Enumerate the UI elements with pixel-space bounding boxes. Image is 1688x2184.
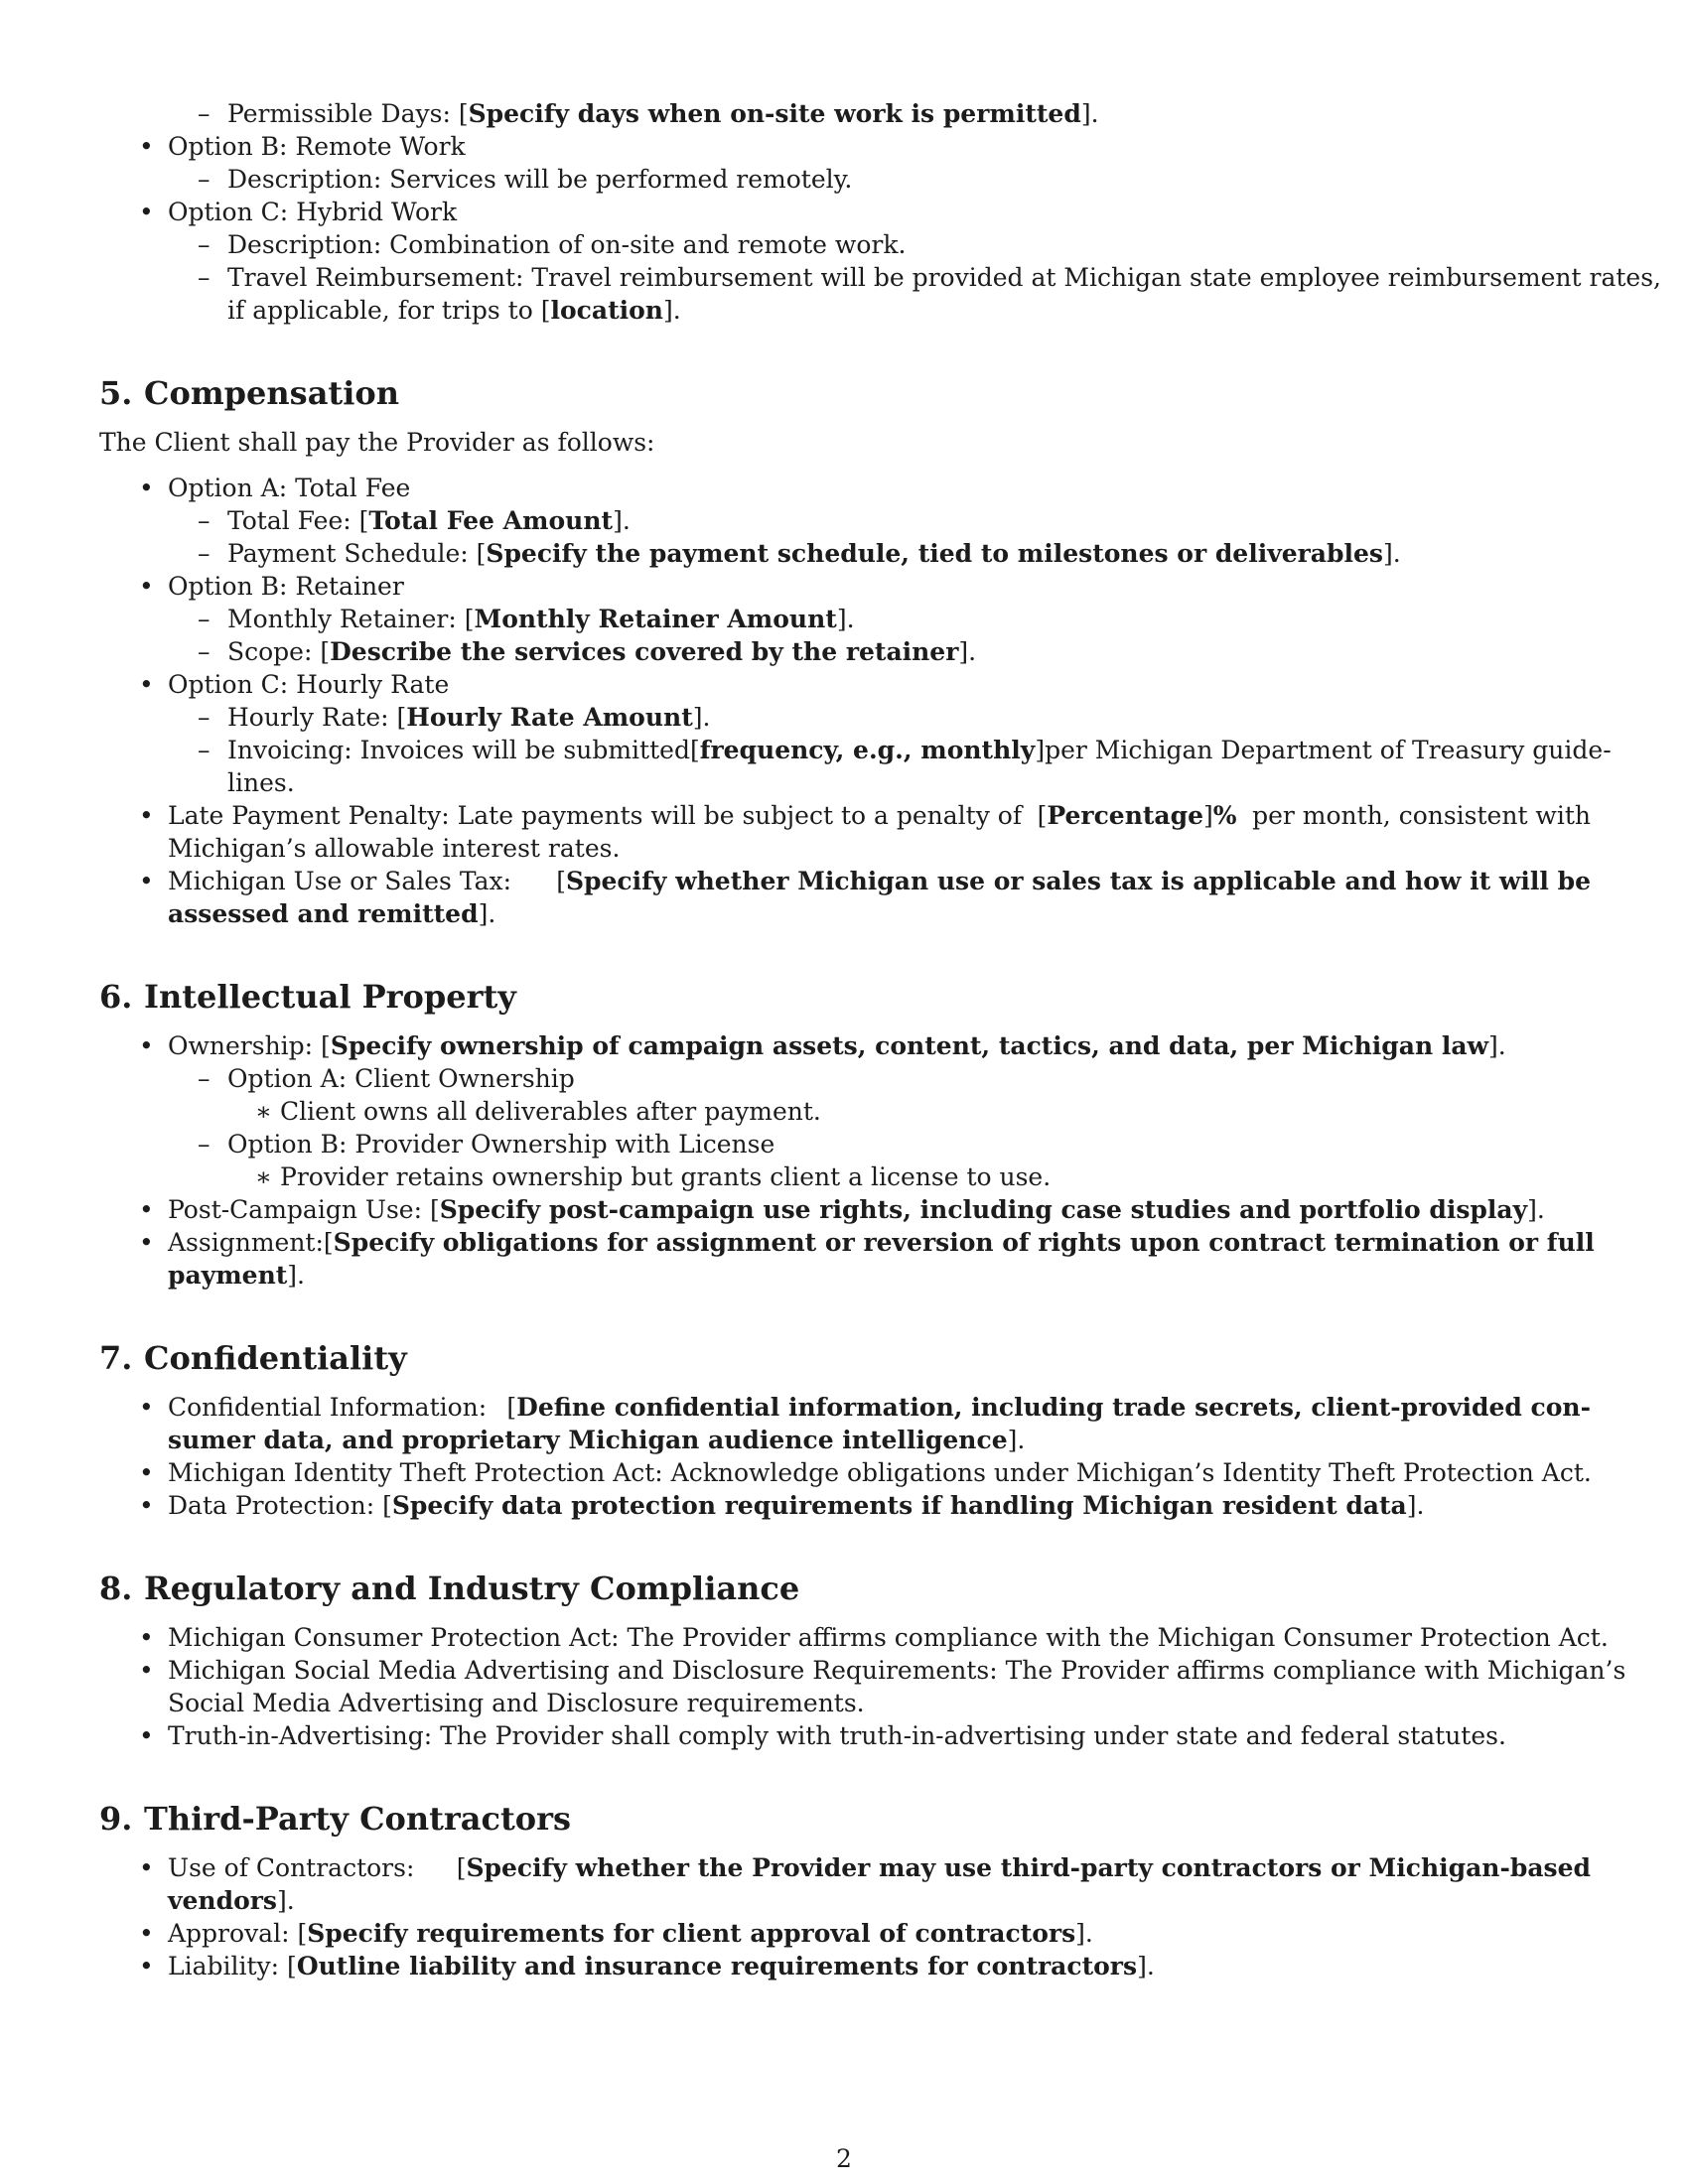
bullet-icon: • [139, 1393, 154, 1422]
list-item: • Assignment: [Specify obligations for assignment or reversion of rights upon contract termination or full [139, 1228, 1595, 1257]
bullet-icon: • [139, 198, 154, 226]
list-item: – Description: Services will be performed remotely. [198, 165, 853, 194]
bullet-icon: • [139, 867, 154, 895]
list-item: • Option C: Hybrid Work [139, 198, 458, 226]
bullet-icon: • [139, 1228, 154, 1257]
section-heading-intellectual-property: 6. Intellectual Property [99, 978, 516, 1016]
dash-bullet: – [198, 703, 211, 732]
bullet-icon: • [139, 1721, 154, 1750]
dash-bullet: – [198, 605, 211, 633]
dash-bullet: – [198, 736, 211, 764]
list-item: • Ownership: [Specify ownership of campaign assets, content, tactics, and data, per Michigan law]. [139, 1031, 1506, 1060]
list-item: • Michigan Social Media Advertising and Disclosure Requirements: The Provider affirms compliance with Michigan’s [139, 1656, 1626, 1685]
list-item: – Travel Reimbursement: Travel reimbursement will be provided at Michigan state employee reimbursement rates, [198, 263, 1661, 292]
list-item: • Data Protection: [Specify data protection requirements if handling Michigan resident data]. [139, 1491, 1425, 1520]
list-item: – Scope: [Describe the services covered by the retainer]. [198, 637, 977, 666]
bullet-icon: • [139, 670, 154, 699]
list-item: • Liability: [Outline liability and insurance requirements for contractors]. [139, 1952, 1155, 1980]
bullet-icon: • [139, 1952, 154, 1980]
list-item: • Approval: [Specify requirements for client approval of contractors]. [139, 1919, 1093, 1948]
dash-bullet: – [198, 99, 211, 128]
bullet-icon: • [139, 1458, 154, 1487]
dash-bullet: – [198, 506, 211, 535]
bullet-icon: • [139, 572, 154, 601]
list-item: – Payment Schedule: [Specify the payment schedule, tied to milestones or deliverables]. [198, 539, 1401, 568]
list-item: • Michigan Identity Theft Protection Act: Acknowledge obligations under Michigan’s Identity Theft Protection Act. [139, 1458, 1592, 1487]
list-item-continuation: sumer data, and proprietary Michigan audience intelligence]. [168, 1426, 1026, 1454]
list-item: • Post-Campaign Use: [Specify post-campaign use rights, including case studies and portfolio display]. [139, 1195, 1545, 1224]
section-heading-regulatory-compliance: 8. Regulatory and Industry Compliance [99, 1570, 800, 1607]
bullet-icon: • [139, 132, 154, 161]
section-intro: The Client shall pay the Provider as follows: [99, 428, 655, 457]
bullet-icon: • [139, 1623, 154, 1652]
list-item: – Invoicing: Invoices will be submitted [frequency, e.g., monthly] per Michigan Department of Treasury guide- [198, 736, 1612, 764]
list-item-continuation: Michigan’s allowable interest rates. [168, 834, 621, 863]
bullet-icon: • [139, 1919, 154, 1948]
list-item-continuation: lines. [227, 768, 295, 797]
list-item: • Option C: Hourly Rate [139, 670, 450, 699]
list-item: – Total Fee: [Total Fee Amount]. [198, 506, 631, 535]
list-item: • Michigan Consumer Protection Act: The Provider affirms compliance with the Michigan Consumer Protection Act. [139, 1623, 1609, 1652]
list-item: – Option A: Client Ownership [198, 1064, 575, 1093]
asterisk-bullet: ∗ [255, 1162, 272, 1191]
bullet-icon: • [139, 1853, 154, 1882]
asterisk-bullet: ∗ [255, 1097, 272, 1126]
list-item: • Option A: Total Fee [139, 474, 411, 502]
list-item-continuation: payment]. [168, 1261, 305, 1290]
bullet-icon: • [139, 1491, 154, 1520]
list-item: • Confidential Information: [Define confidential information, including trade secrets, client-provided con- [139, 1393, 1591, 1422]
dash-bullet: – [198, 1064, 211, 1093]
bullet-icon: • [139, 1195, 154, 1224]
list-item: • Option B: Retainer [139, 572, 404, 601]
bullet-icon: • [139, 1656, 154, 1685]
list-item: ∗ Provider retains ownership but grants client a license to use. [255, 1162, 1052, 1191]
list-item: – Permissible Days: [Specify days when on-site work is permitted]. [198, 99, 1099, 128]
list-item: – Hourly Rate: [Hourly Rate Amount]. [198, 703, 711, 732]
list-item: ∗ Client owns all deliverables after payment. [255, 1097, 821, 1126]
dash-bullet: – [198, 637, 211, 666]
bullet-icon: • [139, 1031, 154, 1060]
bullet-icon: • [139, 474, 154, 502]
list-item-continuation: vendors]. [168, 1886, 295, 1915]
list-item-continuation: assessed and remitted]. [168, 899, 496, 928]
dash-bullet: – [198, 539, 211, 568]
section-heading-confidentiality: 7. Confidentiality [99, 1339, 407, 1377]
list-item: • Michigan Use or Sales Tax: [Specify whether Michigan use or sales tax is applicable and how it will be [139, 867, 1591, 895]
list-item: – Monthly Retainer: [Monthly Retainer Amount]. [198, 605, 855, 633]
dash-bullet: – [198, 263, 211, 292]
list-item: • Late Payment Penalty: Late payments will be subject to a penalty of [Percentage]% per month, consistent with [139, 801, 1591, 830]
list-item: • Use of Contractors: [Specify whether the Provider may use third-party contractors or Michigan-based [139, 1853, 1591, 1882]
list-item-continuation: Social Media Advertising and Disclosure requirements. [168, 1689, 865, 1717]
dash-bullet: – [198, 230, 211, 259]
page-number: 2 [836, 2144, 852, 2173]
list-item: – Description: Combination of on-site and remote work. [198, 230, 907, 259]
document-body [99, 97, 1661, 1982]
list-item: • Option B: Remote Work [139, 132, 466, 161]
dash-bullet: – [198, 1130, 211, 1159]
section-heading-compensation: 5. Compensation [99, 374, 399, 412]
dash-bullet: – [198, 165, 211, 194]
bullet-icon: • [139, 801, 154, 830]
section-heading-third-party-contractors: 9. Third-Party Contractors [99, 1800, 571, 1838]
list-item: • Truth-in-Advertising: The Provider shall comply with truth-in-advertising under state and federal statutes. [139, 1721, 1506, 1750]
list-item: – Option B: Provider Ownership with License [198, 1130, 775, 1159]
list-item-continuation: if applicable, for trips to [location]. [227, 296, 681, 325]
